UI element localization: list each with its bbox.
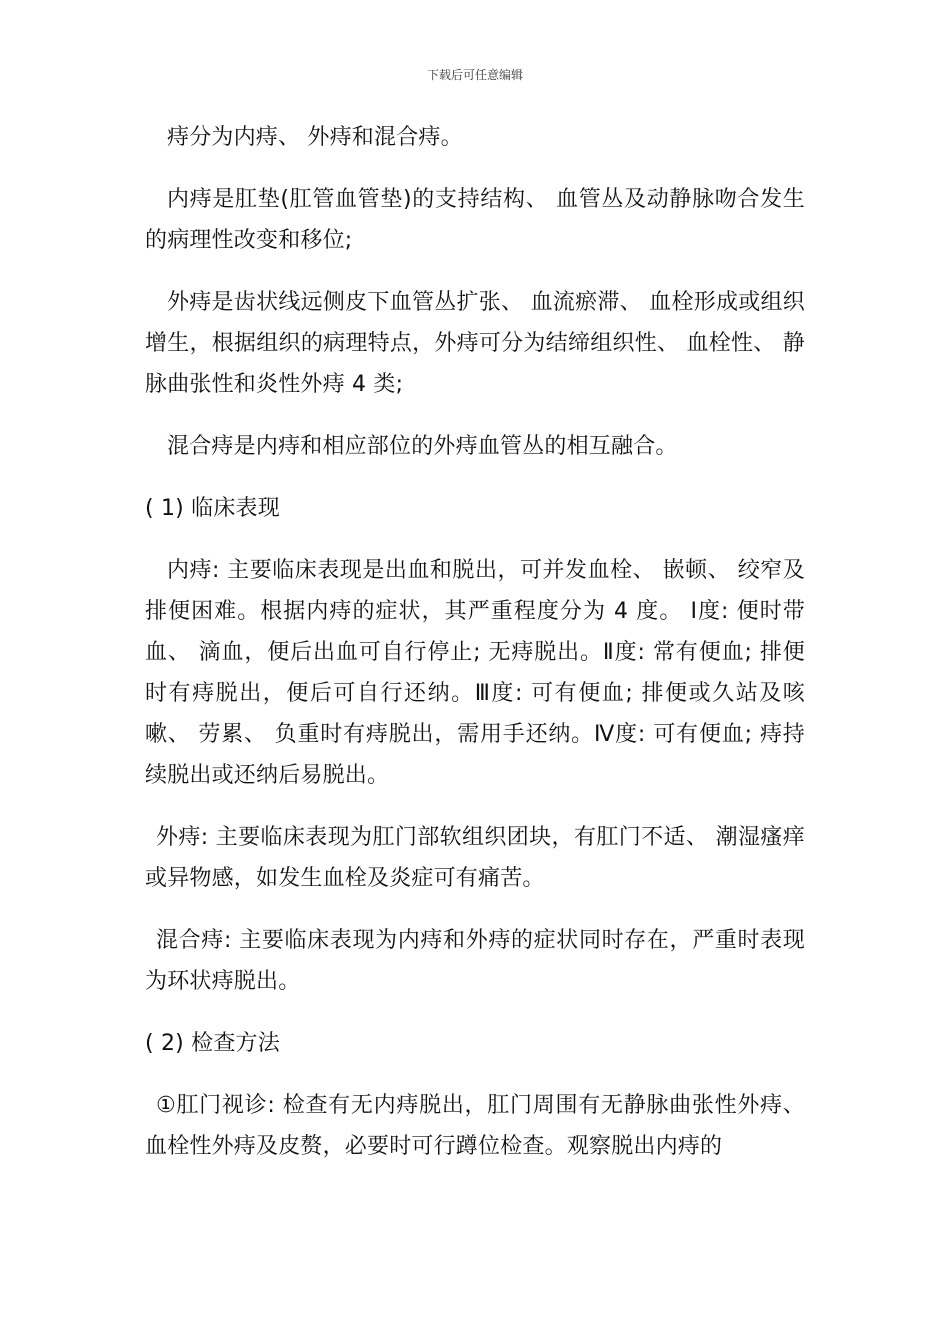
paragraph-external-definition: 外痔是齿状线远侧皮下血管丛扩张、 血流瘀滞、 血栓形成或组织增生，根据组织的病理特点，外痔可分为结缔组织性、 血栓性、 静脉曲张性和炎性外痔 4 类; — [145, 290, 805, 397]
paragraph-external-symptoms: 外痔: 主要临床表现为肛门部软组织团块，有肛门不适、 潮湿瘙痒或异物感，如发生血栓及炎症可有痛苦。 — [145, 825, 805, 891]
page-header: 下载后可任意编辑 — [426, 68, 523, 82]
paragraph-mixed-definition: 混合痔是内痔和相应部位的外痔血管丛的相互融合。 — [167, 434, 678, 459]
section-heading-clinical: ( 1) 临床表现 — [145, 496, 280, 521]
document-body — [145, 117, 805, 1188]
paragraph-internal-definition: 内痔是肛垫(肛管血管垫)的支持结构、 血管丛及动静脉吻合发生的病理性改变和移位; — [145, 187, 805, 253]
paragraph-mixed-symptoms: 混合痔: 主要临床表现为内痔和外痔的症状同时存在，严重时表现为环状痔脱出。 — [145, 928, 805, 994]
paragraph-internal-symptoms: 内痔: 主要临床表现是出血和脱出，可并发血栓、 嵌顿、 绞窄及排便困难。根据内痔的症状，其严重程度分为 4 度。 Ⅰ度: 便时带血、 滴血，便后出血可自行停止; 无痔脱出。Ⅱ度: 常有便血; 排便时有痔脱出，便后可自行还纳。Ⅲ度: 可有便血; 排便或久站及咳嗽、 劳累、 负重时有痔脱出，需用手还纳。Ⅳ度: 可有便血; 痔持续脱出或还纳后易脱出。 — [145, 558, 805, 788]
paragraph-hemorrhoid-types: 痔分为内痔、 外痔和混合痔。 — [167, 125, 463, 150]
section-heading-examination: ( 2) 检查方法 — [145, 1031, 280, 1056]
paragraph-anal-inspection: ①肛门视诊: 检查有无内痔脱出，肛门周围有无静脉曲张性外痔、 血栓性外痔及皮赘，必要时可行蹲位检查。观察脱出内痔的 — [145, 1093, 805, 1159]
